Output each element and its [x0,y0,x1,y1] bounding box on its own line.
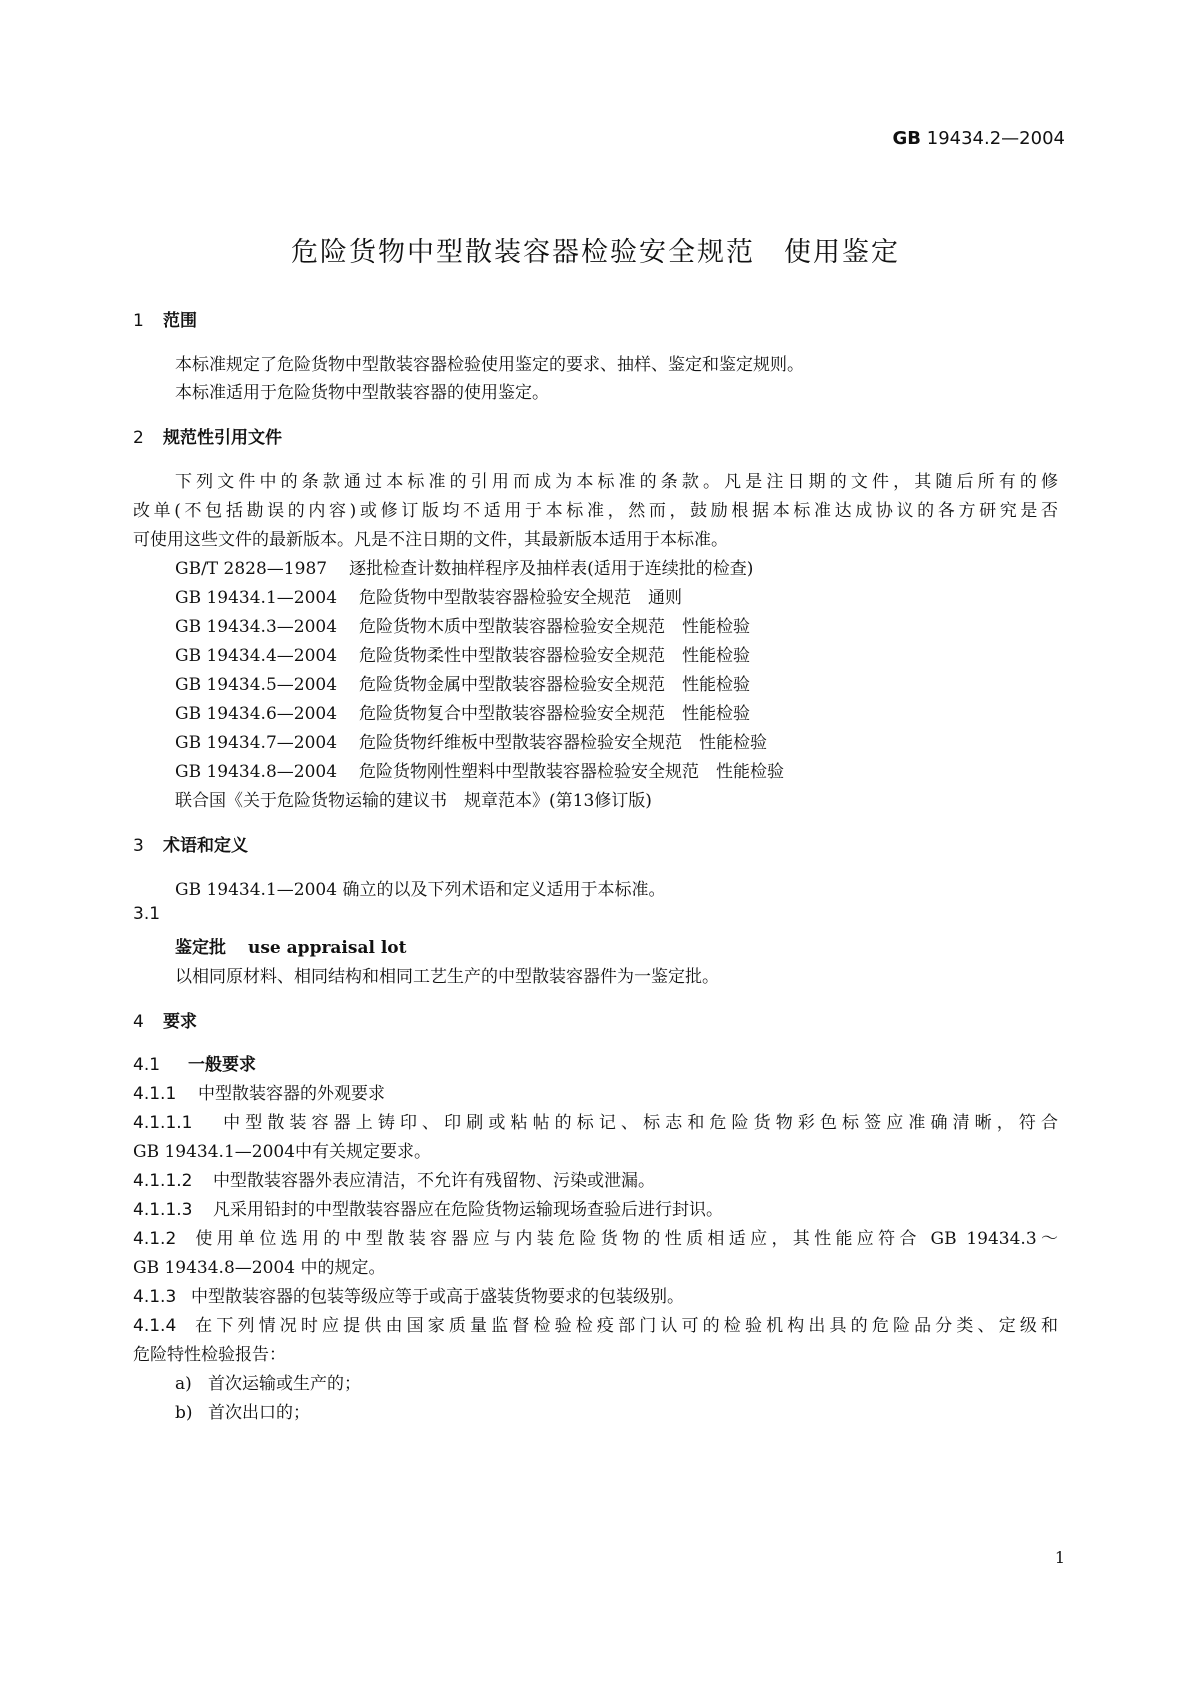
list-label: a) [175,1374,192,1394]
document-id [893,128,1065,149]
clause-4-1-1-1 [133,1108,1058,1133]
paragraph-line: 改单(不包括勘误的内容)或修订版均不适用于本标准，然而，鼓励根据本标准达成协议的各方研究是否 [133,501,1058,521]
reference-item [175,641,750,666]
clause-4-1-2 [133,1224,1058,1249]
reference-un: 联合国《关于危险货物运输的建议书 规章范本》(第13修订版) [175,791,652,811]
list-item [175,1398,310,1423]
clause-4-1-4 [133,1311,1058,1336]
reference-title: 危险货物木质中型散装容器检验安全规范 性能检验 [359,617,751,637]
section-title: 要求 [163,1012,197,1032]
list-item [175,1369,361,1394]
reference-code: GB 19434.8—2004 [175,762,338,782]
reference-item [175,583,682,608]
reference-code: GB/T 2828—1987 [175,559,328,579]
reference-item [175,612,750,637]
section-title: 规范性引用文件 [163,428,282,448]
section-1-heading [133,306,197,331]
clause-text: 中型散装容器的外观要求 [198,1084,385,1104]
reference-item [175,757,784,782]
clause-text: 中型散装容器的包装等级应等于或高于盛装货物要求的包装级别。 [191,1287,684,1307]
page-number: 1 [1054,1548,1065,1567]
term-en: use appraisal lot [248,938,407,958]
reference-code: GB 19434.5—2004 [175,675,338,695]
clause-number: 4.1.1 [133,1084,177,1104]
clause-4-1-1-2 [133,1166,655,1191]
section-title: 术语和定义 [163,836,248,856]
section-number: 1 [133,311,144,331]
reference-item [175,554,753,579]
section-number: 3 [133,836,144,856]
clause-text: 凡采用铅封的中型散装容器应在危险货物运输现场查验后进行封识。 [213,1200,723,1220]
reference-title: 危险货物柔性中型散装容器检验安全规范 性能检验 [359,646,751,666]
clause-number: 4.1.1.2 [133,1171,193,1191]
paragraph: GB 19434.1—2004 确立的以及下列术语和定义适用于本标准。 [175,880,666,900]
clause-text: 使用单位选用的中型散装容器应与内装危险货物的性质相适应，其性能应符合 GB 19434.3～ [191,1229,1058,1249]
clause-continuation: GB 19434.8—2004 中的规定。 [133,1258,386,1278]
paragraph-line: 下列文件中的条款通过本标准的引用而成为本标准的条款。凡是注日期的文件，其随后所有的修 [175,472,1058,492]
clause-number: 4.1.1.3 [133,1200,193,1220]
clause-text: 中型散装容器上铸印、印刷或粘帖的标记、标志和危险货物彩色标签应准确清晰，符合 [218,1113,1058,1133]
term-entry [175,933,407,958]
reference-code: GB 19434.7—2004 [175,733,338,753]
document-title: 危险货物中型散装容器检验安全规范 使用鉴定 [291,237,900,268]
list-text: 首次出口的； [208,1403,310,1423]
clause-text: 中型散装容器外表应清洁，不允许有残留物、污染或泄漏。 [213,1171,655,1191]
reference-item [175,728,767,753]
reference-title: 危险货物中型散装容器检验安全规范 通则 [359,588,683,608]
clause-4-1 [133,1050,256,1075]
reference-item [175,699,750,724]
document-id-number: 19434.2—2004 [926,128,1065,149]
section-number: 2 [133,428,144,448]
reference-title: 危险货物纤维板中型散装容器检验安全规范 性能检验 [359,733,768,753]
clause-number: 4.1 [133,1055,161,1075]
clause-4-1-1-3 [133,1195,723,1220]
clause-number: 4.1.1.1 [133,1113,193,1133]
reference-code: GB 19434.1—2004 [175,588,338,608]
clause-number: 4.1.2 [133,1229,177,1249]
section-3-heading [133,831,248,856]
clause-text: 在下列情况时应提供由国家质量监督检验检疫部门认可的检验机构出具的危险品分类、定级和 [191,1316,1058,1336]
term-definition: 以相同原材料、相同结构和相同工艺生产的中型散装容器件为一鉴定批。 [175,967,719,987]
list-label: b) [175,1403,193,1423]
reference-code: GB 19434.3—2004 [175,617,338,637]
paragraph: 本标准适用于危险货物中型散装容器的使用鉴定。 [175,383,549,403]
clause-continuation: GB 19434.1—2004中有关规定要求。 [133,1142,432,1162]
paragraph-line: 可使用这些文件的最新版本。凡是不注日期的文件，其最新版本适用于本标准。 [133,530,728,550]
section-title: 范围 [163,311,197,331]
list-text: 首次运输或生产的； [208,1374,361,1394]
section-number: 4 [133,1012,144,1032]
clause-number: 3.1 [133,904,161,924]
reference-title: 逐批检查计数抽样程序及抽样表(适用于连续批的检查) [349,559,754,579]
reference-code: GB 19434.6—2004 [175,704,338,724]
paragraph: 本标准规定了危险货物中型散装容器检验使用鉴定的要求、抽样、鉴定和鉴定规则。 [175,355,804,375]
reference-title: 危险货物刚性塑料中型散装容器检验安全规范 性能检验 [359,762,785,782]
reference-title: 危险货物金属中型散装容器检验安全规范 性能检验 [359,675,751,695]
clause-4-1-1 [133,1079,385,1104]
section-4-heading [133,1007,197,1032]
clause-number: 4.1.3 [133,1287,177,1307]
reference-item [175,670,750,695]
section-2-heading [133,423,282,448]
clause-continuation: 危险特性检验报告： [133,1345,286,1365]
clause-number: 4.1.4 [133,1316,177,1336]
reference-code: GB 19434.4—2004 [175,646,338,666]
document-id-prefix: GB [892,128,922,149]
reference-title: 危险货物复合中型散装容器检验安全规范 性能检验 [359,704,751,724]
clause-heading: 一般要求 [188,1055,256,1075]
clause-4-1-3 [133,1282,684,1307]
term-zh: 鉴定批 [175,938,226,958]
